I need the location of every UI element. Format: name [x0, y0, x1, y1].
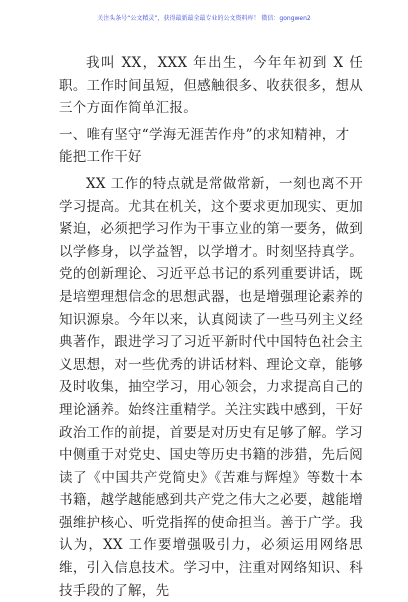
intro-paragraph: 我叫 XX，XXX 年出生，今年年初到 X 任职。工作时间虽短，但感触很多、收获很多，想从三个方面作简单汇报。: [59, 55, 363, 117]
section-1-paragraph: XX 工作的特点就是常做常新，一刻也离不开学习提高。尤其在机关，这个要求更加现实、更加紧迫，必须把学习作为干事立业的第一要务，做到以学修身，以学益智，以学增才。时刻坚持真学。党的创新理论、习近平总书记的系列重要讲话，既是培塑理想信念的思想武器，也是增强理论素养的知识源泉。今年以来，认真阅读了一些马列主义经典著作，跟进学习了习近平新时代中国特色社会主义思想，对一些优秀的讲话材料、理论文章，能够及时收集，抽空学习，用心领会，力求提高自己的理论涵养。始终注重精学。关注实践中感到，干好政治工作的前提，首要是对历史有足够了解。学习中侧重于对党史、国史等历史书籍的涉猎，先后阅读了《中国共产党简史》《苦难与辉煌》等数十本书籍，越学越能感到共产党之伟大之必要，越能增强维护核心、听党指挥的使命担当。善于广学。我认为，XX 工作要增强吸引力，必须运用网络思维，引入信息技术。学习中，注重对网络知识、科技手段的了解，先: [59, 175, 363, 599]
document-body: [59, 52, 363, 602]
header-notice: 关注头条号“公文精灵”，获得最新最全最专业的公文资料库！ 微信：gongwen2: [97, 15, 311, 22]
section-heading-1: 一、唯有坚守“学海无涯苦作舟”的求知精神，才能把工作干好: [59, 126, 350, 166]
